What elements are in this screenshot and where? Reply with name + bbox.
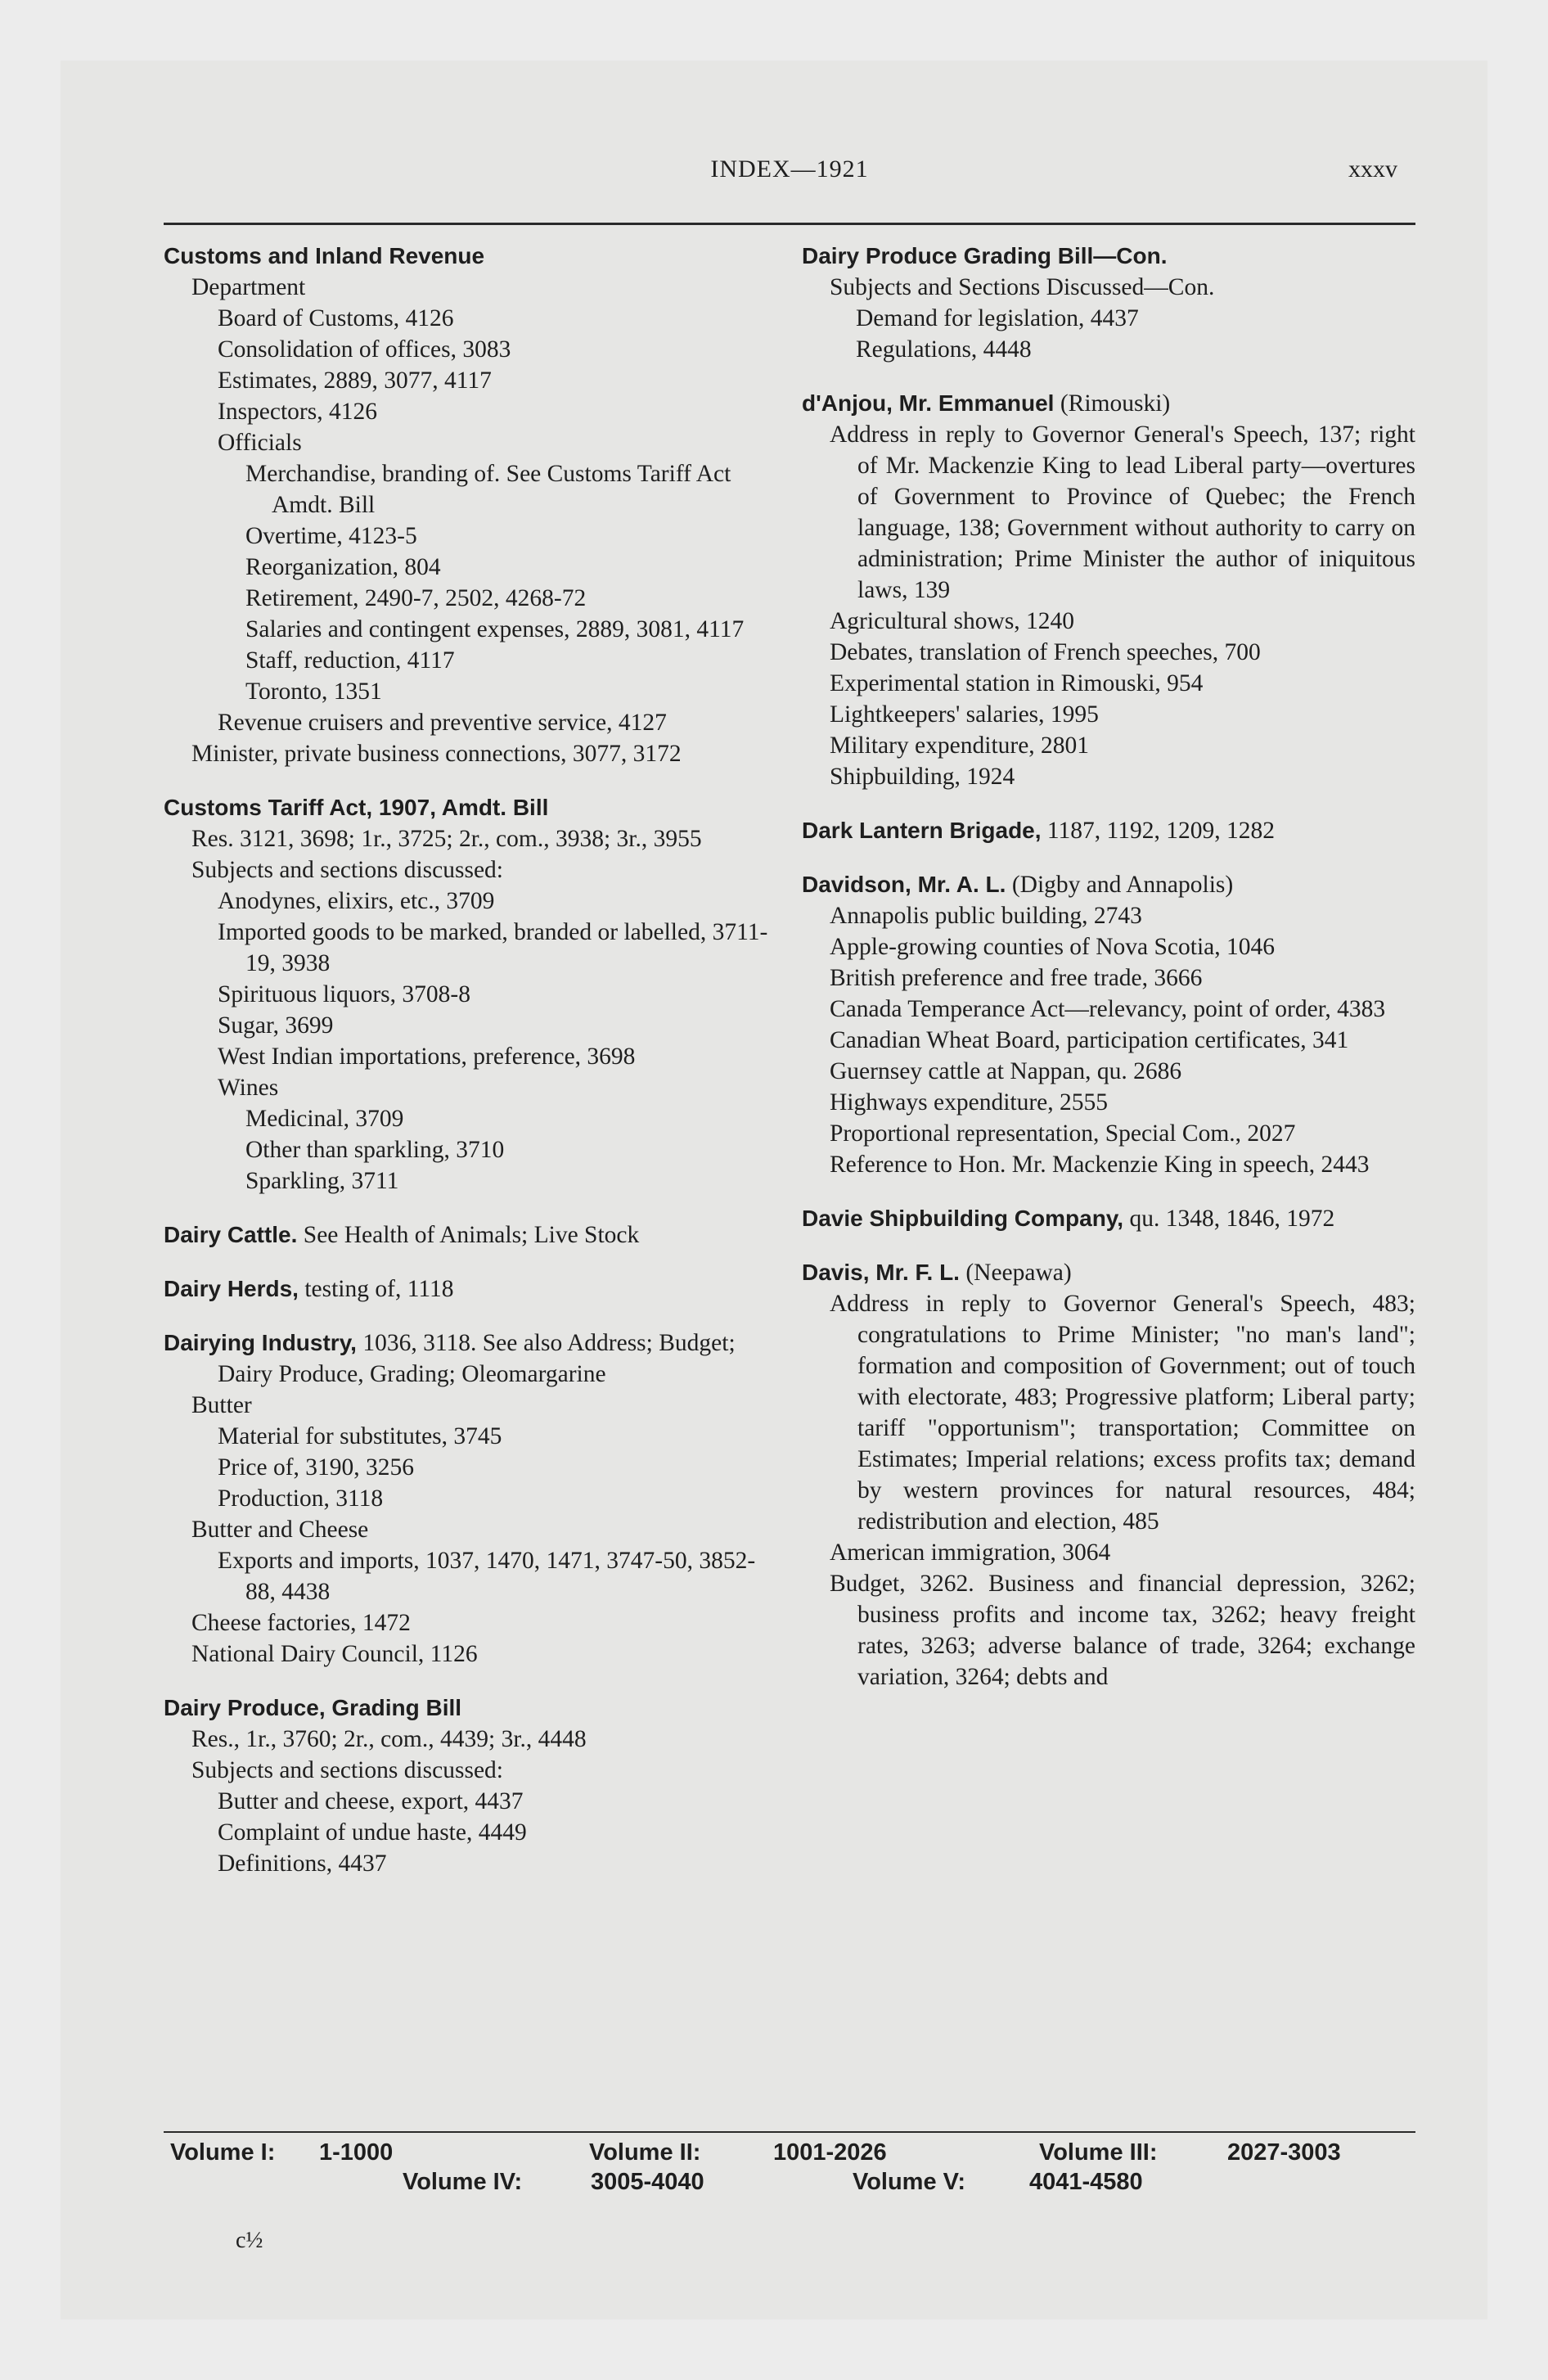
volume-range: 4041-4580 bbox=[1029, 2169, 1143, 2195]
sub-entry: Canada Temperance Act—relevancy, point of order, 4383 bbox=[830, 996, 1386, 1022]
sub-entry: Officials bbox=[218, 430, 302, 456]
entry-text: testing of, 1118 bbox=[304, 1276, 454, 1302]
index-entry bbox=[164, 1219, 777, 1251]
sub-entry: Res. 3121, 3698; 1r., 3725; 2r., com., 3938; 3r., 3955 bbox=[191, 826, 702, 852]
right-column bbox=[802, 241, 1415, 1693]
volume-label: Volume II: bbox=[589, 2139, 701, 2166]
sub-entry: Lightkeepers' salaries, 1995 bbox=[830, 701, 1099, 728]
sub-entry: Exports and imports, 1037, 1470, 1471, 3747-50, 3852-88, 4438 bbox=[218, 1548, 756, 1605]
sub-entry: Retirement, 2490-7, 2502, 4268-72 bbox=[245, 585, 587, 611]
entry-line bbox=[802, 1203, 1415, 1234]
sub-entry: Imported goods to be marked, branded or labelled, 3711-19, 3938 bbox=[218, 919, 768, 976]
sub-entry: Salaries and contingent expenses, 2889, 3081, 4117 bbox=[245, 616, 745, 642]
volume-key bbox=[164, 2139, 1415, 2205]
sub-entry: Complaint of undue haste, 4449 bbox=[218, 1819, 527, 1846]
sub-entry: Anodynes, elixirs, etc., 3709 bbox=[218, 888, 495, 914]
volume-label: Volume V: bbox=[853, 2169, 966, 2195]
sub-entry: Subjects and sections discussed: bbox=[191, 1757, 503, 1783]
volume-range: 2027-3003 bbox=[1227, 2139, 1341, 2166]
sub-entry: Address in reply to Governor General's Speech, 483; congratulations to Prime Minister; "no man's land"; formation and composition of Government; out of touch with electorate, 483; Progressive platform; Liberal party; tariff "opportunism"; transportation; Committee on Estimates; Imperial relations; excess profits tax; demand by western provinces for natural resources, 484; redistribution and election, 485 bbox=[830, 1291, 1415, 1535]
sub-entry: Apple-growing counties of Nova Scotia, 1046 bbox=[830, 934, 1276, 960]
sub-entry: Toronto, 1351 bbox=[245, 678, 382, 705]
entry-heading: Davis, Mr. F. L. bbox=[802, 1260, 960, 1285]
entry-heading: Davie Shipbuilding Company, bbox=[802, 1206, 1124, 1231]
sub-entry: Shipbuilding, 1924 bbox=[830, 764, 1015, 790]
index-entry bbox=[164, 241, 777, 769]
entry-line bbox=[802, 869, 1415, 900]
sub-entry: Board of Customs, 4126 bbox=[218, 305, 454, 331]
sub-entry: West Indian importations, preference, 3698 bbox=[218, 1044, 636, 1070]
sub-entry: British preference and free trade, 3666 bbox=[830, 965, 1203, 991]
sub-entry: Estimates, 2889, 3077, 4117 bbox=[218, 367, 492, 394]
sub-entry: Cheese factories, 1472 bbox=[191, 1610, 411, 1636]
index-entry bbox=[164, 792, 777, 1197]
entry-text: 1187, 1192, 1209, 1282 bbox=[1046, 818, 1275, 844]
index-entry bbox=[802, 1203, 1415, 1234]
sub-entry: Medicinal, 3709 bbox=[245, 1106, 404, 1132]
entry-line bbox=[802, 388, 1415, 419]
index-entry bbox=[802, 1257, 1415, 1693]
entry-line bbox=[802, 815, 1415, 846]
entry-heading: d'Anjou, Mr. Emmanuel bbox=[802, 390, 1055, 416]
entry-heading: Dairy Produce, Grading Bill bbox=[164, 1695, 462, 1720]
signature-mark: c½ bbox=[236, 2228, 263, 2253]
sub-entry: Highways expenditure, 2555 bbox=[830, 1089, 1108, 1116]
index-page bbox=[164, 156, 1415, 2324]
entry-heading: Dairy Herds, bbox=[164, 1276, 299, 1301]
sub-entry: Budget, 3262. Business and financial depression, 3262; business profits and income tax, 3262; heavy freight rates, 3263; adverse balance of trade, 3264; exchange variation, 3264; debts and bbox=[830, 1571, 1415, 1690]
volume-label: Volume I: bbox=[170, 2139, 276, 2166]
sub-entry: Experimental station in Rimouski, 954 bbox=[830, 670, 1204, 696]
sub-entry: Res., 1r., 3760; 2r., com., 4439; 3r., 4448 bbox=[191, 1726, 587, 1752]
sub-entry: Consolidation of offices, 3083 bbox=[218, 336, 511, 363]
sub-entry: Butter and Cheese bbox=[191, 1517, 369, 1543]
entry-line bbox=[164, 1273, 777, 1305]
sub-entry: Military expenditure, 2801 bbox=[830, 732, 1090, 759]
entry-text: 1036, 3118. See also Address; Budget; Dairy Produce, Grading; Oleomargarine bbox=[218, 1330, 736, 1387]
sub-entry: Overtime, 4123-5 bbox=[245, 523, 417, 549]
volume-range: 3005-4040 bbox=[591, 2169, 704, 2195]
sub-entry: Reorganization, 804 bbox=[245, 554, 441, 580]
index-entry bbox=[802, 869, 1415, 1180]
entry-heading: Dairy Cattle. bbox=[164, 1222, 298, 1247]
entry-heading: Customs and Inland Revenue bbox=[164, 243, 485, 268]
sub-entry: Wines bbox=[218, 1075, 279, 1101]
left-column bbox=[164, 241, 777, 1879]
sub-entry: Department bbox=[191, 274, 306, 300]
sub-entry: Minister, private business connections, 3077, 3172 bbox=[191, 741, 682, 767]
entry-line bbox=[164, 1327, 777, 1390]
entry-heading: Dairying Industry, bbox=[164, 1330, 357, 1355]
sub-entry: Price of, 3190, 3256 bbox=[218, 1454, 415, 1481]
sub-entry: Annapolis public building, 2743 bbox=[830, 903, 1142, 929]
sub-entry: Demand for legislation, 4437 bbox=[856, 305, 1139, 331]
sub-entry: Agricultural shows, 1240 bbox=[830, 608, 1075, 634]
footer-rule bbox=[164, 2131, 1415, 2133]
sub-entry: Butter and cheese, export, 4437 bbox=[218, 1788, 524, 1814]
page-number: xxxv bbox=[1348, 156, 1397, 183]
sub-entry: Sparkling, 3711 bbox=[245, 1168, 399, 1194]
header-rule bbox=[164, 223, 1415, 225]
entry-line bbox=[802, 1257, 1415, 1288]
sub-entry: Revenue cruisers and preventive service, 4127 bbox=[218, 710, 667, 736]
sub-entry: Butter bbox=[191, 1392, 252, 1418]
page-title: INDEX—1921 bbox=[710, 156, 869, 183]
volume-label: Volume III: bbox=[1039, 2139, 1158, 2166]
sub-entry: American immigration, 3064 bbox=[830, 1539, 1111, 1566]
sub-entry: Address in reply to Governor General's Speech, 137; right of Mr. Mackenzie King to lead Liberal party—overtures of Government to Province of Quebec; the French language, 138; Government without authority to carry on administration; Prime Minister the author of iniquitous laws, 139 bbox=[830, 421, 1415, 603]
entry-text: qu. 1348, 1846, 1972 bbox=[1129, 1206, 1335, 1232]
sub-entry: Staff, reduction, 4117 bbox=[245, 647, 455, 674]
sub-entry: Inspectors, 4126 bbox=[218, 399, 377, 425]
volume-range: 1-1000 bbox=[319, 2139, 394, 2166]
sub-entry: Other than sparkling, 3710 bbox=[245, 1137, 505, 1163]
sub-entry: Spirituous liquors, 3708-8 bbox=[218, 981, 470, 1007]
entry-heading: Davidson, Mr. A. L. bbox=[802, 872, 1006, 897]
sub-entry: Regulations, 4448 bbox=[856, 336, 1032, 363]
entry-text: (Digby and Annapolis) bbox=[1011, 872, 1234, 898]
sub-entry: Proportional representation, Special Com., 2027 bbox=[830, 1120, 1296, 1147]
entry-text: See Health of Animals; Live Stock bbox=[303, 1222, 640, 1248]
entry-heading: Customs Tariff Act, 1907, Amdt. Bill bbox=[164, 795, 549, 820]
sub-entry: Reference to Hon. Mr. Mackenzie King in speech, 2443 bbox=[830, 1152, 1370, 1178]
index-entry bbox=[164, 1693, 777, 1879]
index-entry bbox=[802, 815, 1415, 846]
entry-heading: Dark Lantern Brigade, bbox=[802, 818, 1042, 843]
index-entry bbox=[164, 1327, 777, 1670]
sub-entry: Canadian Wheat Board, participation certificates, 341 bbox=[830, 1027, 1349, 1053]
running-header bbox=[164, 156, 1415, 205]
sub-entry: Definitions, 4437 bbox=[218, 1850, 387, 1877]
index-entry bbox=[802, 388, 1415, 792]
entry-heading: Dairy Produce Grading Bill—Con. bbox=[802, 243, 1168, 268]
sub-entry: Sugar, 3699 bbox=[218, 1012, 334, 1039]
volume-label: Volume IV: bbox=[403, 2169, 523, 2195]
sub-entry: Subjects and Sections Discussed—Con. bbox=[830, 274, 1215, 300]
sub-entry: Debates, translation of French speeches, 700 bbox=[830, 639, 1261, 665]
sub-entry: National Dairy Council, 1126 bbox=[191, 1641, 478, 1667]
entry-text: (Rimouski) bbox=[1060, 390, 1171, 417]
volume-range: 1001-2026 bbox=[773, 2139, 887, 2166]
entry-text: (Neepawa) bbox=[965, 1260, 1072, 1286]
sub-entry: Material for substitutes, 3745 bbox=[218, 1423, 502, 1449]
index-entry bbox=[802, 241, 1415, 365]
sub-entry: Subjects and sections discussed: bbox=[191, 857, 503, 883]
sub-entry: Merchandise, branding of. See Customs Tariff Act Amdt. Bill bbox=[245, 461, 731, 518]
sub-entry: Production, 3118 bbox=[218, 1485, 384, 1512]
index-entry bbox=[164, 1273, 777, 1305]
sub-entry: Guernsey cattle at Nappan, qu. 2686 bbox=[830, 1058, 1182, 1084]
entry-line bbox=[164, 1219, 777, 1251]
